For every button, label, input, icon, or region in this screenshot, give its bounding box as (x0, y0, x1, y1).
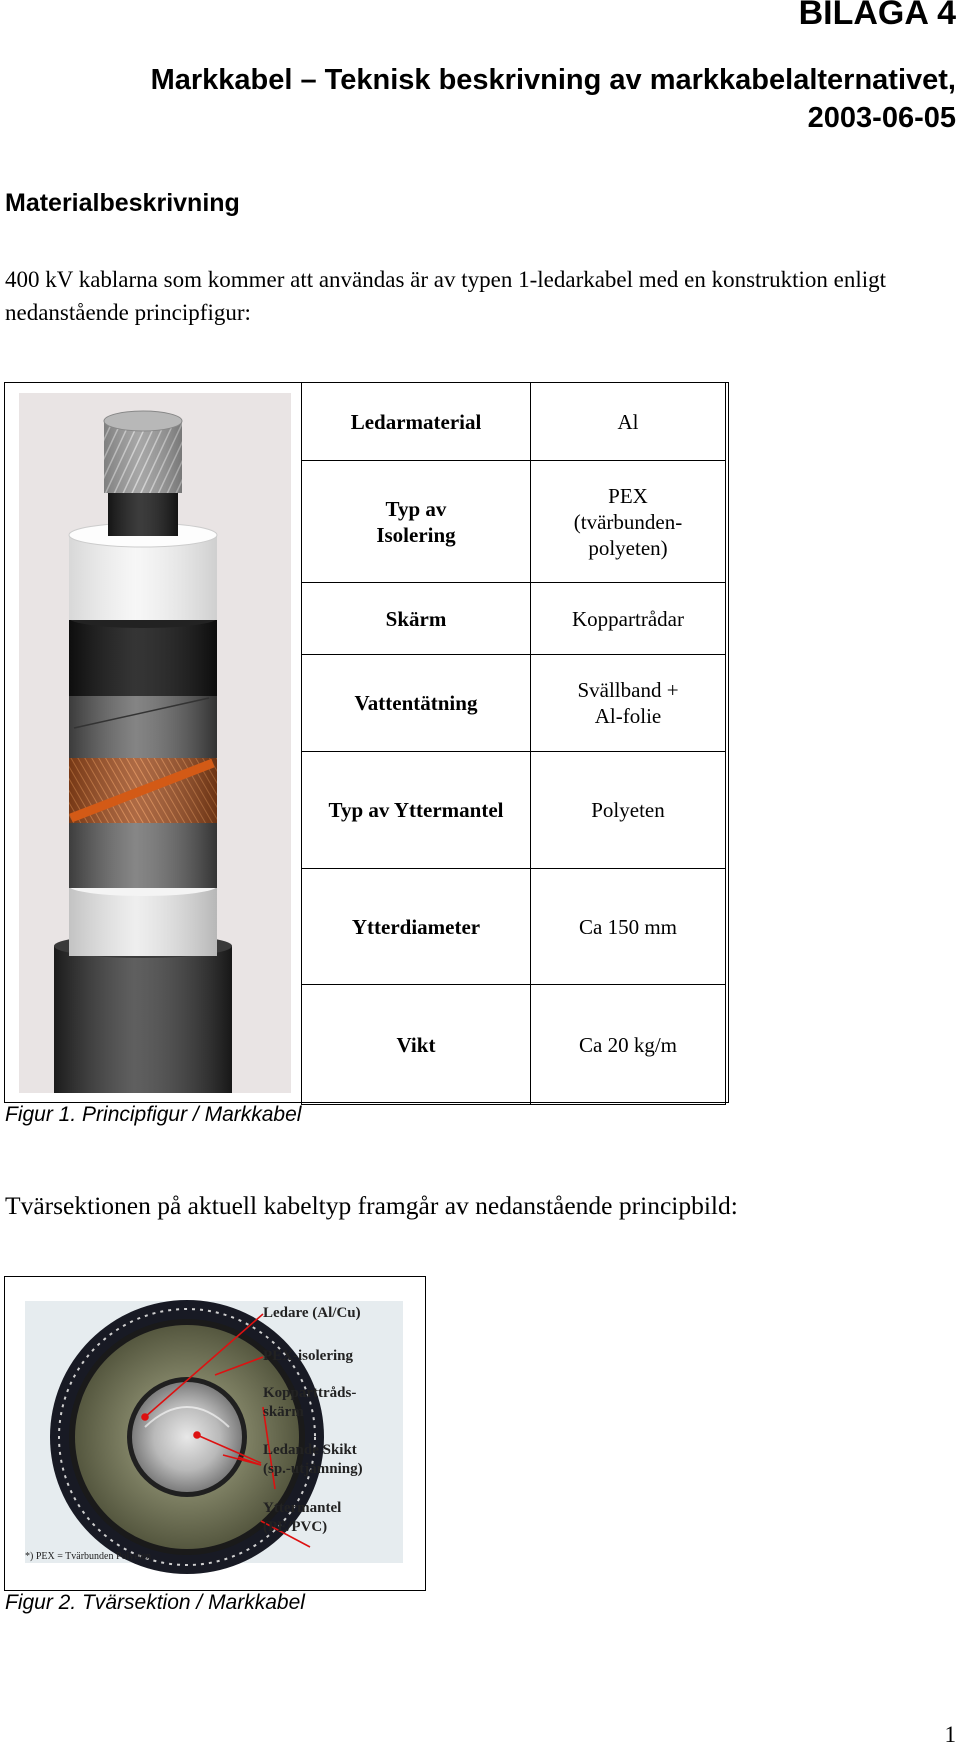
document-date: 2003-06-05 (807, 102, 956, 134)
label-ytter-line1: Yttermantel (263, 1500, 342, 1516)
spec-value (531, 655, 726, 752)
spec-value-text: PEX (tvärbunden-polyeten) (573, 483, 683, 560)
table-row (302, 383, 726, 461)
spec-value: Ca 150 mm (531, 869, 726, 985)
intro-paragraph: 400 kV kablarna som kommer att användas är av typen 1-ledarkabel med en konstruktion enligt nedanstående principfigur: (5, 267, 886, 325)
page-number: 1 (944, 1722, 956, 1747)
label-ledare: Ledare (Al/Cu) (263, 1305, 361, 1321)
spec-value: Al (531, 383, 726, 461)
spec-key: Skärm (302, 583, 531, 655)
spec-value (531, 461, 726, 583)
spec-table (301, 382, 726, 1105)
document-title: Markkabel – Teknisk beskrivning av markkabelalternativet, (150, 64, 956, 96)
table-row (302, 752, 726, 869)
table-row (302, 583, 726, 655)
cross-section-illustration (5, 1277, 424, 1589)
label-pex: PEX-isolering (263, 1348, 353, 1364)
figure-1-principle (4, 382, 729, 1103)
spec-value: Ca 20 kg/m (531, 985, 726, 1105)
spec-value: Polyeten (531, 752, 726, 869)
table-row (302, 461, 726, 583)
figure-2-caption: Figur 2. Tvärsektion / Markkabel (5, 1591, 305, 1614)
footnote-pex: *) PEX = Tvärbunden Polyeten (25, 1551, 151, 1562)
spec-key: Ytterdiameter (302, 869, 531, 985)
figure-2-cross-section (4, 1276, 426, 1591)
spec-key-text: Typ av Isolering (376, 496, 456, 547)
table-row (302, 985, 726, 1105)
label-koppar-line2: skärm (263, 1404, 304, 1420)
cable-illustration (19, 393, 291, 1093)
spec-key: Ledarmaterial (302, 383, 531, 461)
section-paragraph: Tvärsektionen på aktuell kabeltyp framgår av nedanstående principbild: (5, 1191, 738, 1220)
spec-key: Typ av Yttermantel (302, 752, 531, 869)
label-ledande-line2: (sp.-utjämning) (263, 1461, 363, 1477)
label-ytter-line2: (PE/PVC) (263, 1519, 328, 1535)
label-ledande-line1: Ledande Skikt (263, 1442, 357, 1458)
spec-value-text: Svällband + Al-folie (577, 678, 679, 728)
annex-label: BILAGA 4 (798, 0, 956, 32)
spec-key: Vattentätning (302, 655, 531, 752)
spec-key (302, 461, 531, 583)
spec-value: Koppartrådar (531, 583, 726, 655)
figure-1-caption: Figur 1. Principfigur / Markkabel (5, 1103, 302, 1126)
spec-key: Vikt (302, 985, 531, 1105)
section-heading: Materialbeskrivning (5, 189, 240, 217)
label-koppar-line1: Kopparttråds- (263, 1385, 357, 1401)
table-row (302, 655, 726, 752)
table-row (302, 869, 726, 985)
